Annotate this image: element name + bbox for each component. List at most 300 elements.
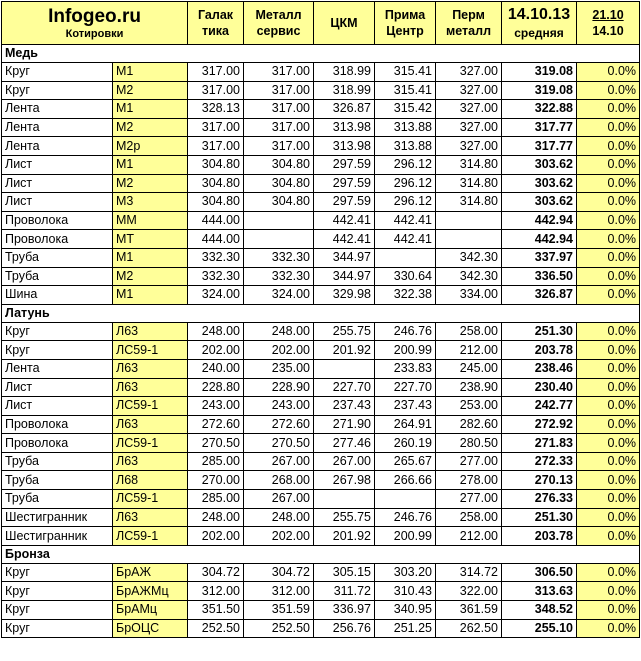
grade-cell: М2	[113, 174, 188, 193]
galaktika-cell: 332.30	[188, 248, 244, 267]
product-cell: Круг	[2, 322, 113, 341]
average-cell: 303.62	[502, 174, 577, 193]
average-cell: 313.63	[502, 582, 577, 601]
metallservis-cell: 235.00	[244, 359, 314, 378]
grade-cell: Л68	[113, 471, 188, 490]
galaktika-cell: 317.00	[188, 63, 244, 82]
table-row	[2, 341, 640, 360]
tskm-cell: 442.41	[314, 211, 375, 230]
table-row	[2, 100, 640, 119]
metallservis-cell: 228.90	[244, 378, 314, 397]
grade-cell: Л63	[113, 415, 188, 434]
tskm-cell: 329.98	[314, 286, 375, 305]
prima-cell: 313.88	[375, 118, 436, 137]
table-row	[2, 563, 640, 582]
product-cell: Лист	[2, 174, 113, 193]
perm-cell: 277.00	[436, 490, 502, 509]
perm-cell: 258.00	[436, 508, 502, 527]
metallservis-cell: 317.00	[244, 137, 314, 156]
tskm-cell: 442.41	[314, 230, 375, 249]
table-row	[2, 471, 640, 490]
galaktika-cell: 317.00	[188, 81, 244, 100]
grade-cell: Л63	[113, 452, 188, 471]
table-row	[2, 322, 640, 341]
galaktika-cell: 243.00	[188, 397, 244, 416]
prima-cell: 265.67	[375, 452, 436, 471]
prima-cell: 322.38	[375, 286, 436, 305]
change-cell: 0.0%	[577, 286, 640, 305]
tskm-cell: 344.97	[314, 267, 375, 286]
table-row	[2, 619, 640, 638]
galaktika-cell: 285.00	[188, 452, 244, 471]
galaktika-cell: 317.00	[188, 118, 244, 137]
tskm-cell: 277.46	[314, 434, 375, 453]
table-row	[2, 155, 640, 174]
prima-cell: 330.64	[375, 267, 436, 286]
galaktika-cell: 202.00	[188, 341, 244, 360]
header-tskm	[314, 2, 375, 45]
table-row	[2, 452, 640, 471]
average-cell: 251.30	[502, 322, 577, 341]
table-row	[2, 193, 640, 212]
perm-cell: 314.80	[436, 193, 502, 212]
tskm-cell: 256.76	[314, 619, 375, 638]
perm-cell: 342.30	[436, 267, 502, 286]
table-row	[2, 137, 640, 156]
change-cell: 0.0%	[577, 397, 640, 416]
metallservis-cell: 267.00	[244, 490, 314, 509]
perm-cell: 212.00	[436, 527, 502, 546]
average-cell: 303.62	[502, 155, 577, 174]
change-cell: 0.0%	[577, 452, 640, 471]
prima-cell: 315.41	[375, 63, 436, 82]
product-cell: Проволока	[2, 211, 113, 230]
metallservis-cell: 270.50	[244, 434, 314, 453]
header-galaktika	[188, 2, 244, 45]
metallservis-cell: 248.00	[244, 508, 314, 527]
prima-cell: 266.66	[375, 471, 436, 490]
grade-cell: БрАЖ	[113, 563, 188, 582]
table-row	[2, 490, 640, 509]
galaktika-cell: 304.80	[188, 193, 244, 212]
product-cell: Труба	[2, 490, 113, 509]
grade-cell: ЛС59-1	[113, 341, 188, 360]
product-cell: Труба	[2, 267, 113, 286]
average-cell: 251.30	[502, 508, 577, 527]
tskm-cell: 227.70	[314, 378, 375, 397]
table-row	[2, 118, 640, 137]
prima-cell: 315.42	[375, 100, 436, 119]
table-row	[2, 397, 640, 416]
average-cell: 303.62	[502, 193, 577, 212]
metallservis-cell: 317.00	[244, 81, 314, 100]
prima-cell: 310.43	[375, 582, 436, 601]
average-cell: 276.33	[502, 490, 577, 509]
header-metallservis	[244, 2, 314, 45]
galaktika-cell: 304.80	[188, 174, 244, 193]
metallservis-cell: 324.00	[244, 286, 314, 305]
table-row	[2, 527, 640, 546]
tskm-cell: 255.75	[314, 508, 375, 527]
galaktika-cell: 351.50	[188, 601, 244, 620]
average-cell: 306.50	[502, 563, 577, 582]
grade-cell: М1	[113, 286, 188, 305]
average-cell: 255.10	[502, 619, 577, 638]
prima-cell: 260.19	[375, 434, 436, 453]
section-row	[2, 45, 640, 63]
header-average	[502, 2, 577, 45]
tskm-cell: 297.59	[314, 155, 375, 174]
galaktika-cell: 285.00	[188, 490, 244, 509]
change-cell: 0.0%	[577, 63, 640, 82]
quotes-table	[1, 1, 640, 638]
average-cell: 271.83	[502, 434, 577, 453]
prima-cell: 251.25	[375, 619, 436, 638]
metallservis-cell	[244, 230, 314, 249]
grade-cell: Л63	[113, 378, 188, 397]
perm-cell: 327.00	[436, 137, 502, 156]
tskm-cell: 267.00	[314, 452, 375, 471]
product-cell: Круг	[2, 341, 113, 360]
tskm-cell	[314, 359, 375, 378]
change-cell: 0.0%	[577, 230, 640, 249]
product-cell: Круг	[2, 563, 113, 582]
change-cell: 0.0%	[577, 137, 640, 156]
perm-cell: 278.00	[436, 471, 502, 490]
product-cell: Проволока	[2, 415, 113, 434]
product-cell: Круг	[2, 619, 113, 638]
galaktika-cell: 304.72	[188, 563, 244, 582]
perm-cell: 327.00	[436, 81, 502, 100]
logo-cell	[2, 2, 188, 45]
change-cell: 0.0%	[577, 248, 640, 267]
average-cell: 348.52	[502, 601, 577, 620]
average-cell: 270.13	[502, 471, 577, 490]
change-cell: 0.0%	[577, 100, 640, 119]
metallservis-cell: 317.00	[244, 118, 314, 137]
grade-cell: М2	[113, 118, 188, 137]
change-cell: 0.0%	[577, 415, 640, 434]
grade-cell: М1	[113, 63, 188, 82]
tskm-cell: 297.59	[314, 193, 375, 212]
table-row	[2, 415, 640, 434]
grade-cell: М1	[113, 100, 188, 119]
metallservis-cell: 304.72	[244, 563, 314, 582]
prima-cell: 315.41	[375, 81, 436, 100]
product-cell: Лист	[2, 155, 113, 174]
perm-cell: 327.00	[436, 63, 502, 82]
perm-cell: 238.90	[436, 378, 502, 397]
galaktika-cell: 248.00	[188, 508, 244, 527]
header-row	[2, 2, 640, 45]
product-cell: Лист	[2, 378, 113, 397]
table-row	[2, 359, 640, 378]
galaktika-cell: 332.30	[188, 267, 244, 286]
metallservis-cell: 351.59	[244, 601, 314, 620]
average-cell: 319.08	[502, 63, 577, 82]
change-cell: 0.0%	[577, 471, 640, 490]
grade-cell: М2р	[113, 137, 188, 156]
perm-cell: 327.00	[436, 118, 502, 137]
average-cell: 326.87	[502, 286, 577, 305]
grade-cell: Л63	[113, 322, 188, 341]
table-row	[2, 434, 640, 453]
tskm-cell: 297.59	[314, 174, 375, 193]
change-cell: 0.0%	[577, 527, 640, 546]
prima-cell: 246.76	[375, 508, 436, 527]
product-cell: Лента	[2, 359, 113, 378]
perm-cell: 282.60	[436, 415, 502, 434]
perm-cell: 212.00	[436, 341, 502, 360]
tskm-cell	[314, 490, 375, 509]
galaktika-cell: 317.00	[188, 137, 244, 156]
metallservis-cell: 272.60	[244, 415, 314, 434]
perm-cell: 258.00	[436, 322, 502, 341]
grade-cell: М2	[113, 81, 188, 100]
prima-cell: 200.99	[375, 341, 436, 360]
change-top-date: 21.10	[592, 8, 624, 22]
grade-cell: МТ	[113, 230, 188, 249]
prima-cell: 264.91	[375, 415, 436, 434]
average-cell: 337.97	[502, 248, 577, 267]
change-cell: 0.0%	[577, 341, 640, 360]
perm-cell	[436, 230, 502, 249]
galaktika-cell: 270.00	[188, 471, 244, 490]
galaktika-cell: 444.00	[188, 211, 244, 230]
change-cell: 0.0%	[577, 434, 640, 453]
perm-cell: 327.00	[436, 100, 502, 119]
metallservis-cell	[244, 211, 314, 230]
table-row	[2, 582, 640, 601]
prima-cell	[375, 248, 436, 267]
header-prima	[375, 2, 436, 45]
galaktika-cell: 202.00	[188, 527, 244, 546]
change-cell: 0.0%	[577, 322, 640, 341]
table-row	[2, 248, 640, 267]
section-row	[2, 304, 640, 322]
product-cell: Круг	[2, 582, 113, 601]
average-cell: 203.78	[502, 527, 577, 546]
perm-cell	[436, 211, 502, 230]
product-cell: Проволока	[2, 434, 113, 453]
tskm-cell: 305.15	[314, 563, 375, 582]
grade-cell: М1	[113, 248, 188, 267]
header-prima-label: Прима Центр	[384, 8, 426, 38]
galaktika-cell: 444.00	[188, 230, 244, 249]
grade-cell: М1	[113, 155, 188, 174]
table-row	[2, 174, 640, 193]
average-cell: 203.78	[502, 341, 577, 360]
perm-cell: 253.00	[436, 397, 502, 416]
metallservis-cell: 248.00	[244, 322, 314, 341]
perm-cell: 361.59	[436, 601, 502, 620]
grade-cell: М3	[113, 193, 188, 212]
product-cell: Проволока	[2, 230, 113, 249]
table-row	[2, 286, 640, 305]
prima-cell: 340.95	[375, 601, 436, 620]
change-cell: 0.0%	[577, 601, 640, 620]
galaktika-cell: 252.50	[188, 619, 244, 638]
perm-cell: 342.30	[436, 248, 502, 267]
perm-cell: 277.00	[436, 452, 502, 471]
change-cell: 0.0%	[577, 508, 640, 527]
average-cell: 322.88	[502, 100, 577, 119]
galaktika-cell: 328.13	[188, 100, 244, 119]
tskm-cell: 311.72	[314, 582, 375, 601]
product-cell: Лист	[2, 193, 113, 212]
average-cell: 336.50	[502, 267, 577, 286]
grade-cell: ЛС59-1	[113, 527, 188, 546]
change-cell: 0.0%	[577, 378, 640, 397]
metallservis-cell: 267.00	[244, 452, 314, 471]
product-cell: Шестигранник	[2, 527, 113, 546]
galaktika-cell: 270.50	[188, 434, 244, 453]
perm-cell: 314.72	[436, 563, 502, 582]
header-tskm-label: ЦКМ	[330, 16, 358, 30]
galaktika-cell: 324.00	[188, 286, 244, 305]
header-perm-label: Перм металл	[446, 8, 492, 38]
tskm-cell: 201.92	[314, 527, 375, 546]
perm-cell: 314.80	[436, 174, 502, 193]
galaktika-cell: 272.60	[188, 415, 244, 434]
change-cell: 0.0%	[577, 155, 640, 174]
metallservis-cell: 304.80	[244, 155, 314, 174]
metallservis-cell: 332.30	[244, 267, 314, 286]
tskm-cell: 267.98	[314, 471, 375, 490]
change-cell: 0.0%	[577, 619, 640, 638]
grade-cell: Л63	[113, 359, 188, 378]
average-date: 14.10.13	[507, 6, 571, 23]
tskm-cell: 326.87	[314, 100, 375, 119]
product-cell: Труба	[2, 452, 113, 471]
average-cell: 442.94	[502, 230, 577, 249]
tskm-cell: 318.99	[314, 63, 375, 82]
change-cell: 0.0%	[577, 118, 640, 137]
average-cell: 319.08	[502, 81, 577, 100]
change-cell: 0.0%	[577, 193, 640, 212]
grade-cell: М2	[113, 267, 188, 286]
metallservis-cell: 202.00	[244, 341, 314, 360]
change-cell: 0.0%	[577, 174, 640, 193]
galaktika-cell: 240.00	[188, 359, 244, 378]
average-cell: 242.77	[502, 397, 577, 416]
tskm-cell: 318.99	[314, 81, 375, 100]
prima-cell: 313.88	[375, 137, 436, 156]
metallservis-cell: 304.80	[244, 174, 314, 193]
table-row	[2, 63, 640, 82]
metallservis-cell: 202.00	[244, 527, 314, 546]
table-row	[2, 211, 640, 230]
average-cell: 317.77	[502, 137, 577, 156]
average-cell: 238.46	[502, 359, 577, 378]
tskm-cell: 237.43	[314, 397, 375, 416]
prima-cell: 237.43	[375, 397, 436, 416]
product-cell: Лента	[2, 100, 113, 119]
table-row	[2, 378, 640, 397]
metallservis-cell: 312.00	[244, 582, 314, 601]
metallservis-cell: 304.80	[244, 193, 314, 212]
section-title: Латунь	[2, 304, 640, 322]
logo-title: Infogeo.ru	[48, 5, 141, 27]
table-row	[2, 508, 640, 527]
grade-cell: ЛС59-1	[113, 490, 188, 509]
prima-cell: 296.12	[375, 174, 436, 193]
perm-cell: 314.80	[436, 155, 502, 174]
product-cell: Шестигранник	[2, 508, 113, 527]
prima-cell: 246.76	[375, 322, 436, 341]
table-body	[2, 45, 640, 638]
header-change	[577, 2, 640, 45]
average-cell: 442.94	[502, 211, 577, 230]
perm-cell: 262.50	[436, 619, 502, 638]
average-cell: 230.40	[502, 378, 577, 397]
galaktika-cell: 228.80	[188, 378, 244, 397]
prima-cell: 303.20	[375, 563, 436, 582]
product-cell: Лента	[2, 137, 113, 156]
header-perm	[436, 2, 502, 45]
grade-cell: ММ	[113, 211, 188, 230]
table-row	[2, 230, 640, 249]
metallservis-cell: 268.00	[244, 471, 314, 490]
table-row	[2, 81, 640, 100]
tskm-cell: 313.98	[314, 118, 375, 137]
prima-cell	[375, 490, 436, 509]
product-cell: Круг	[2, 81, 113, 100]
product-cell: Лист	[2, 397, 113, 416]
prima-cell: 442.41	[375, 230, 436, 249]
product-cell: Шина	[2, 286, 113, 305]
grade-cell: БрОЦС	[113, 619, 188, 638]
section-title: Медь	[2, 45, 640, 63]
average-cell: 317.77	[502, 118, 577, 137]
galaktika-cell: 248.00	[188, 322, 244, 341]
average-label: средняя	[514, 26, 564, 40]
prima-cell: 233.83	[375, 359, 436, 378]
metallservis-cell: 317.00	[244, 100, 314, 119]
table-row	[2, 267, 640, 286]
product-cell: Труба	[2, 248, 113, 267]
tskm-cell: 313.98	[314, 137, 375, 156]
grade-cell: БрАЖМц	[113, 582, 188, 601]
change-cell: 0.0%	[577, 81, 640, 100]
table-row	[2, 601, 640, 620]
grade-cell: БрАМц	[113, 601, 188, 620]
header-galaktika-label: Галак тика	[198, 8, 234, 38]
perm-cell: 322.00	[436, 582, 502, 601]
prima-cell: 442.41	[375, 211, 436, 230]
metallservis-cell: 252.50	[244, 619, 314, 638]
product-cell: Лента	[2, 118, 113, 137]
prima-cell: 200.99	[375, 527, 436, 546]
change-cell: 0.0%	[577, 582, 640, 601]
change-cell: 0.0%	[577, 359, 640, 378]
galaktika-cell: 312.00	[188, 582, 244, 601]
section-row	[2, 545, 640, 563]
tskm-cell: 336.97	[314, 601, 375, 620]
product-cell: Труба	[2, 471, 113, 490]
change-cell: 0.0%	[577, 490, 640, 509]
prima-cell: 227.70	[375, 378, 436, 397]
galaktika-cell: 304.80	[188, 155, 244, 174]
change-bottom-date: 14.10	[592, 24, 624, 38]
product-cell: Круг	[2, 601, 113, 620]
prima-cell: 296.12	[375, 155, 436, 174]
logo-subtitle: Котировки	[65, 27, 124, 40]
perm-cell: 280.50	[436, 434, 502, 453]
metallservis-cell: 243.00	[244, 397, 314, 416]
perm-cell: 245.00	[436, 359, 502, 378]
metallservis-cell: 317.00	[244, 63, 314, 82]
